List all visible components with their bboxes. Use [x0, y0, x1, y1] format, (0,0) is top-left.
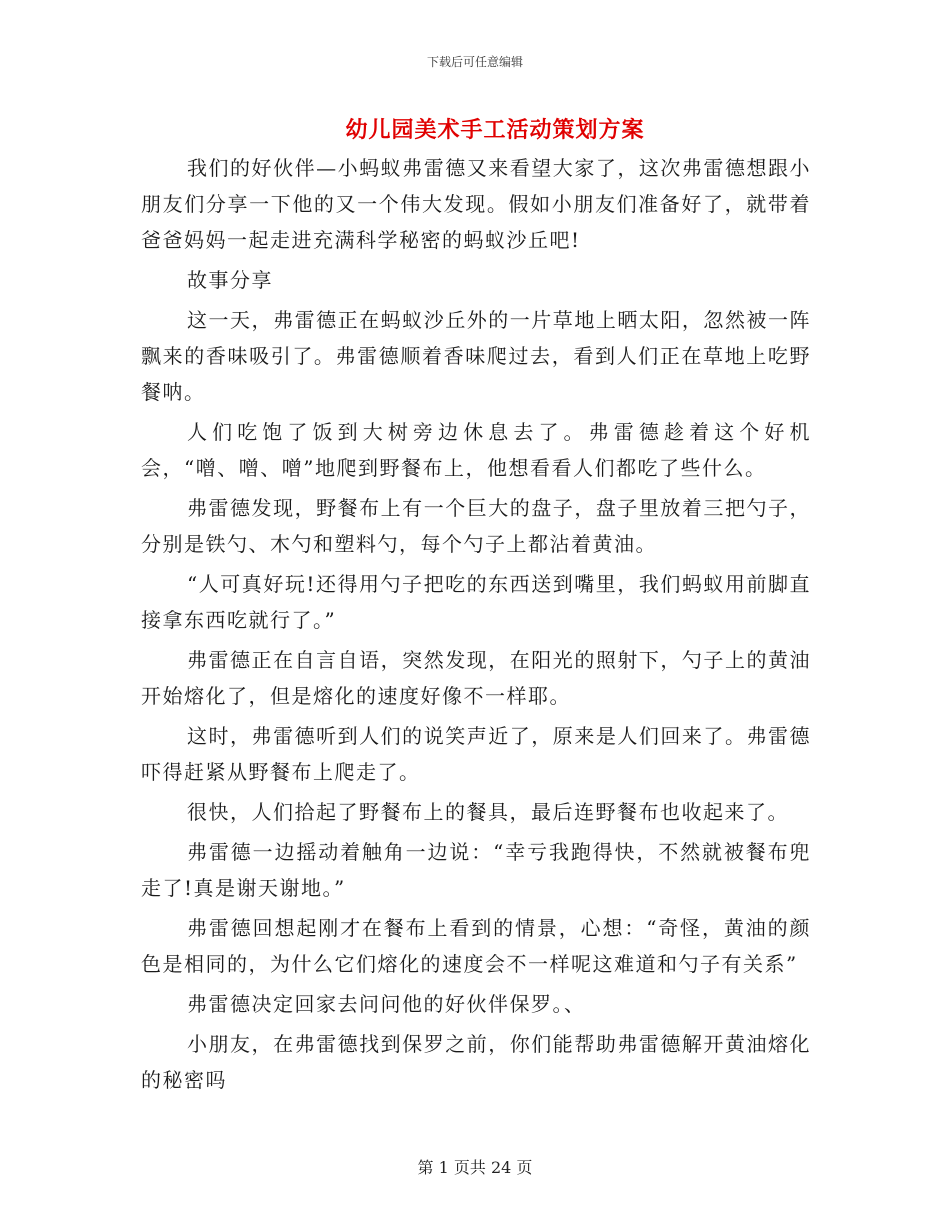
paragraph: 小朋友，在弗雷德找到保罗之前，你们能帮助弗雷德解开黄油熔化的秘密吗 — [141, 1032, 811, 1092]
paragraph: 弗雷德回想起刚才在餐布上看到的情景，心想：“奇怪，黄油的颜色是相同的，为什么它们熔化的速度会不一样呢这难道和勺子有关系” — [141, 916, 811, 976]
paragraph: 我们的好伙伴—小蚂蚁弗雷德又来看望大家了，这次弗雷德想跟小朋友们分享一下他的又一个伟大发现。假如小朋友们准备好了，就带着爸爸妈妈一起走进充满科学秘密的蚂蚁沙丘吧! — [141, 156, 811, 252]
page-number: 第 1 页共 24 页 — [417, 1158, 533, 1177]
paragraph: 弗雷德一边摇动着触角一边说：“幸亏我跑得快，不然就被餐布兜走了!真是谢天谢地。” — [141, 840, 811, 900]
paragraph: 这时，弗雷德听到人们的说笑声近了，原来是人们回来了。弗雷德吓得赶紧从野餐布上爬走了。 — [141, 724, 811, 784]
paragraph: 弗雷德正在自言自语，突然发现，在阳光的照射下，勺子上的黄油开始熔化了，但是熔化的速度好像不一样耶。 — [141, 648, 811, 708]
paragraph: 很快，人们拾起了野餐布上的餐具，最后连野餐布也收起来了。 — [187, 800, 789, 824]
section-heading: 故事分享 — [187, 268, 273, 292]
paragraph: 弗雷德决定回家去问问他的好伙伴保罗。、 — [187, 992, 586, 1016]
paragraph: 人们吃饱了饭到大树旁边休息去了。弗雷德趁着这个好机会，“噌、噌、噌”地爬到野餐布上，他想看看人们都吃了些什么。 — [141, 420, 811, 480]
paragraph: 弗雷德发现，野餐布上有一个巨大的盘子，盘子里放着三把勺子，分别是铁勺、木勺和塑料勺，每个勺子上都沾着黄油。 — [141, 496, 811, 556]
paragraph: “人可真好玩!还得用勺子把吃的东西送到嘴里，我们蚂蚁用前脚直接拿东西吃就行了。” — [141, 572, 811, 632]
header-note: 下载后可任意编辑 — [426, 55, 523, 69]
paragraph: 这一天，弗雷德正在蚂蚁沙丘外的一片草地上晒太阳，忽然被一阵飘来的香味吸引了。弗雷德顺着香味爬过去，看到人们正在草地上吃野餐呐。 — [141, 308, 811, 404]
document-body — [141, 150, 811, 1102]
document-title: 幼儿园美术手工活动策划方案 — [345, 117, 645, 143]
